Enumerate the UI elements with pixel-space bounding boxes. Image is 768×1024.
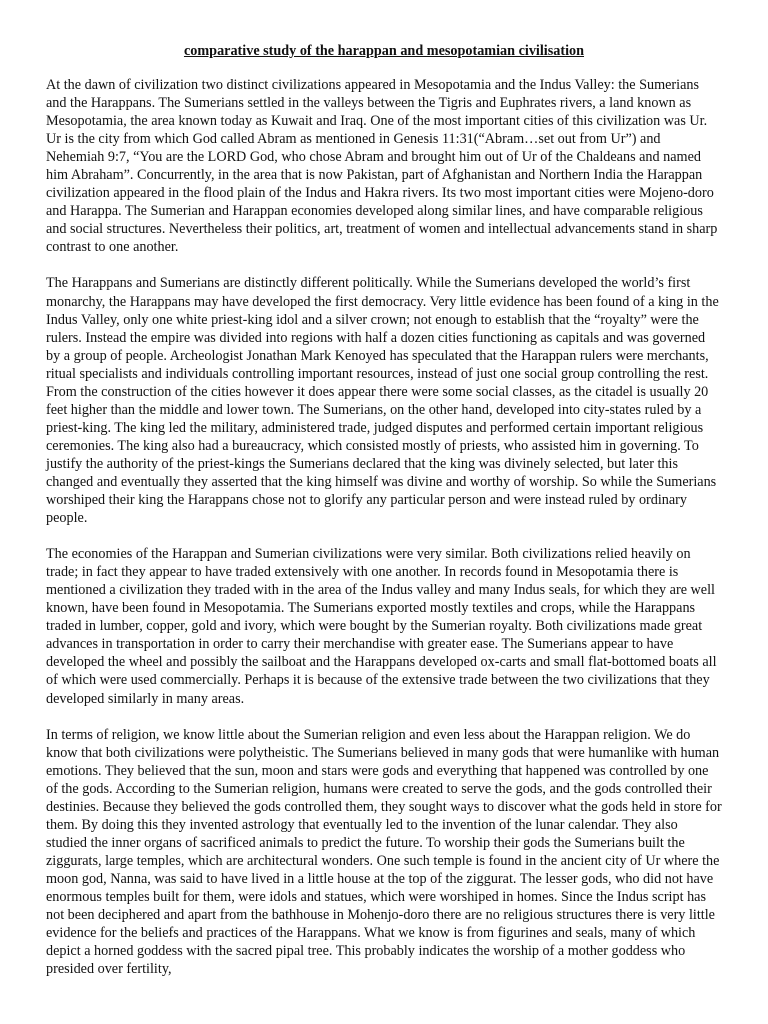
paragraph-economies: The economies of the Harappan and Sumerian civilizations were very similar. Both civilizations relied heavily on trade; in fact they appear to have traded extensively with one another. In records found in Mesopotamia there is mentioned a civilization they traded with in the area of the Indus valley and many Indus seals, for which they are well known, have been found in Mesopotamia. The Sumerians exported mostly textiles and crops, while the Harappans traded in lumber, copper, gold and ivory, which were bought by the Sumerian royalty. Both civilizations made great advances in transportation in order to carry their merchandise with greater ease. The Sumerians appear to have developed the wheel and possibly the sailboat and the Harappans developed ox-carts and small flat-bottomed boats all of which were used commercially. Perhaps it is because of the extensive trade between the two civilizations that they developed similarly in many areas. xyxy=(46,546,717,707)
paragraph-introduction: At the dawn of civilization two distinct civilizations appeared in Mesopotamia and the Indus Valley: the Sumerians and the Harappans. The Sumerians settled in the valleys between the Tigris and Euphrates rivers, a land known as Mesopotamia, the area known today as Kuwait and Iraq. One of the most important cities of this civilization was Ur. Ur is the city from which God called Abram as mentioned in Genesis 11:31(“Abram…set out from Ur”) and Nehemiah 9:7, “You are the LORD God, who chose Abram and brought him out of Ur of the Chaldeans and named him Abraham”. Concurrently, in the area that is now Pakistan, part of Afghanistan and Northern India the Harappan civilization appeared in the flood plain of the Indus and Hakra rivers. Its two most important cities were Mojeno-doro and Harappa. The Sumerian and Harappan economies developed along similar lines, and have comparable religious and social structures. Nevertheless their politics, art, treatment of women and intellectual advancements stand in sharp contrast to one another. xyxy=(46,77,718,256)
paragraph-religion: In terms of religion, we know little about the Sumerian religion and even less about the Harappan religion. We do know that both civilizations were polytheistic. The Sumerians believed in many gods that were humanlike with human emotions. They believed that the sun, moon and stars were gods and everything that happened was controlled by one of the gods. According to the Sumerian religion, humans were created to serve the gods, and the gods controlled their destinies. Because they believed the gods controlled them, they sought ways to discover what the gods held in store for them. By doing this they invented astrology that eventually led to the invention of the lunar calendar. They also studied the inner organs of sacrificed animals to predict the future. To worship their gods the Sumerians built the ziggurats, large temples, which are architectural wonders. One such temple is found in the ancient city of Ur where the moon god, Nanna, was said to have lived in a little house at the top of the ziggurat. The lesser gods, who did not have enormous temples built for them, were idols and statues, which were worshiped in homes. Since the Indus script has not been deciphered and apart from the bathhouse in Mohenjo-doro there are no religious structures there is very little evidence for the beliefs and practices of the Harappans. What we know is from figurines and seals, many of which depict a horned goddess with the sacred pipal tree. This probably indicates the worship of a mother goddess who presided over fertility, xyxy=(46,726,722,978)
document-title: comparative study of the harappan and mesopotamian civilisation xyxy=(183,43,585,59)
paragraph-politics: The Harappans and Sumerians are distinctly different politically. While the Sumerians developed the world’s first monarchy, the Harappans may have developed the first democracy. Very little evidence has been found of a king in the Indus Valley, only one white priest-king idol and a silver crown; not enough to establish that the “royalty” were the rulers. Instead the empire was divided into regions with half a dozen cities functioning as capitals and was governed by a group of people. Archeologist Jonathan Mark Kenoyed has speculated that the Harappan rulers were merchants, ritual specialists and individuals controlling important resources, instead of just one social group controlling the rest. From the construction of the cities however it does appear there were some social classes, as the citadel is usually 20 feet higher than the middle and lower town. The Sumerians, on the other hand, developed into city-states ruled by a priest-king. The king led the military, administered trade, judged disputes and performed certain important religious ceremonies. The king also had a bureaucracy, which consisted mostly of priests, who assisted him in governing. To justify the authority of the priest-kings the Sumerians declared that the king was divinely selected, but later this changed and eventually they asserted that the king himself was divine and worthy of worship. So while the Sumerians worshiped their king the Harappans chose not to glorify any particular person and were instead ruled by ordinary people. xyxy=(46,275,719,527)
